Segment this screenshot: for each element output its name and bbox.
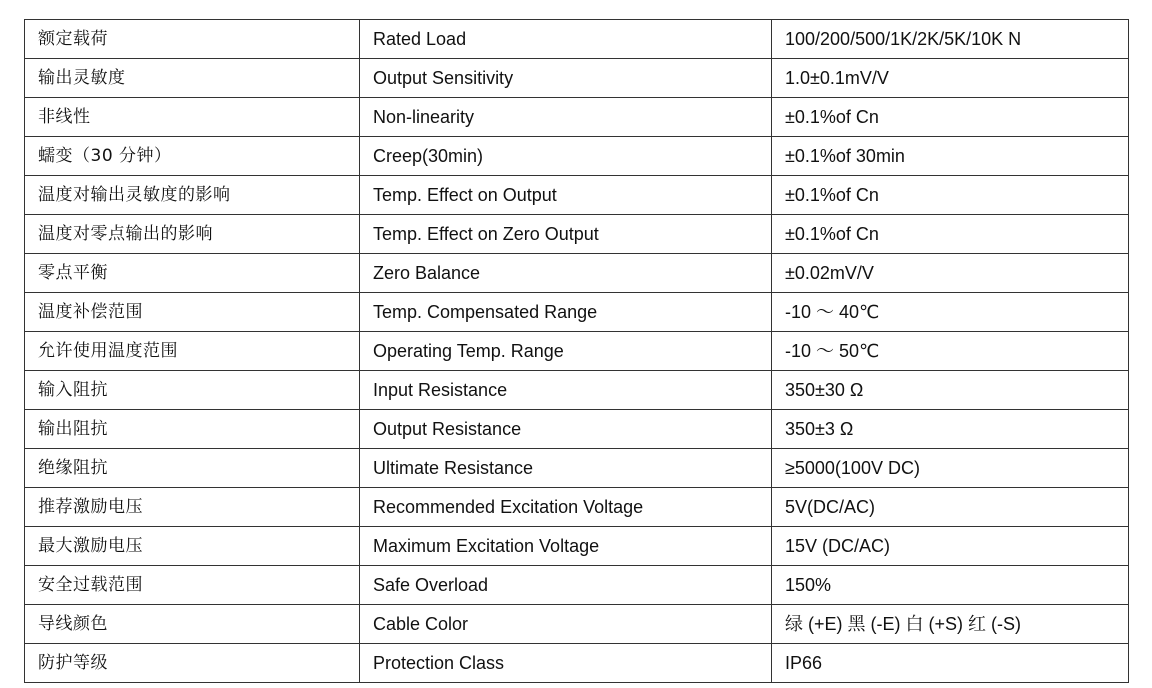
table-row (25, 215, 1129, 254)
cn-label-cell: 导线颜色 (25, 605, 360, 644)
cn-label-cell: 输出灵敏度 (25, 59, 360, 98)
cn-label-cell: 温度对输出灵敏度的影响 (25, 176, 360, 215)
en-label-cell: Non-linearity (360, 98, 772, 137)
cn-label-cell: 输入阻抗 (25, 371, 360, 410)
cn-label-cell: 最大激励电压 (25, 527, 360, 566)
cn-label-cell: 绝缘阻抗 (25, 449, 360, 488)
en-label-cell: Temp. Compensated Range (360, 293, 772, 332)
en-label-cell: Temp. Effect on Output (360, 176, 772, 215)
table-row (25, 371, 1129, 410)
en-label-cell: Input Resistance (360, 371, 772, 410)
table-row (25, 176, 1129, 215)
value-cell: 350±3 Ω (772, 410, 1129, 449)
cn-label-cell: 允许使用温度范围 (25, 332, 360, 371)
en-label-cell: Recommended Excitation Voltage (360, 488, 772, 527)
table-row (25, 566, 1129, 605)
en-label-cell: Zero Balance (360, 254, 772, 293)
table-row (25, 98, 1129, 137)
cn-label-cell: 输出阻抗 (25, 410, 360, 449)
en-label-cell: Output Resistance (360, 410, 772, 449)
en-label-cell: Safe Overload (360, 566, 772, 605)
en-label-cell: Maximum Excitation Voltage (360, 527, 772, 566)
table-row (25, 488, 1129, 527)
spec-table (24, 19, 1129, 683)
cn-label-cell: 蠕变（30 分钟） (25, 137, 360, 176)
en-label-cell: Cable Color (360, 605, 772, 644)
table-row (25, 605, 1129, 644)
value-cell: 100/200/500/1K/2K/5K/10K N (772, 20, 1129, 59)
cn-label-cell: 防护等级 (25, 644, 360, 683)
value-cell: 350±30 Ω (772, 371, 1129, 410)
value-cell: 150% (772, 566, 1129, 605)
table-row (25, 644, 1129, 683)
cn-label-cell: 推荐激励电压 (25, 488, 360, 527)
spec-table-container (24, 19, 1128, 680)
value-cell: ±0.1%of Cn (772, 176, 1129, 215)
en-label-cell: Temp. Effect on Zero Output (360, 215, 772, 254)
cn-label-cell: 非线性 (25, 98, 360, 137)
cn-label-cell: 额定载荷 (25, 20, 360, 59)
table-row (25, 293, 1129, 332)
en-label-cell: Operating Temp. Range (360, 332, 772, 371)
value-cell: 1.0±0.1mV/V (772, 59, 1129, 98)
value-cell: -10 ～ 40℃ (772, 293, 1129, 332)
table-row (25, 449, 1129, 488)
value-cell: ≥5000(100V DC) (772, 449, 1129, 488)
value-cell: ±0.02mV/V (772, 254, 1129, 293)
en-label-cell: Creep(30min) (360, 137, 772, 176)
en-label-cell: Rated Load (360, 20, 772, 59)
value-cell: ±0.1%of Cn (772, 215, 1129, 254)
value-cell: -10 ～ 50℃ (772, 332, 1129, 371)
table-row (25, 410, 1129, 449)
table-row (25, 20, 1129, 59)
en-label-cell: Ultimate Resistance (360, 449, 772, 488)
value-cell: IP66 (772, 644, 1129, 683)
cn-label-cell: 零点平衡 (25, 254, 360, 293)
table-row (25, 254, 1129, 293)
en-label-cell: Output Sensitivity (360, 59, 772, 98)
cn-label-cell: 温度补偿范围 (25, 293, 360, 332)
value-cell: ±0.1%of 30min (772, 137, 1129, 176)
value-cell: 5V(DC/AC) (772, 488, 1129, 527)
table-row (25, 332, 1129, 371)
cn-label-cell: 安全过载范围 (25, 566, 360, 605)
value-cell: 绿 (+E) 黑 (-E) 白 (+S) 红 (-S) (772, 605, 1129, 644)
table-row (25, 527, 1129, 566)
table-row (25, 59, 1129, 98)
table-row (25, 137, 1129, 176)
en-label-cell: Protection Class (360, 644, 772, 683)
value-cell: 15V (DC/AC) (772, 527, 1129, 566)
cn-label-cell: 温度对零点输出的影响 (25, 215, 360, 254)
value-cell: ±0.1%of Cn (772, 98, 1129, 137)
